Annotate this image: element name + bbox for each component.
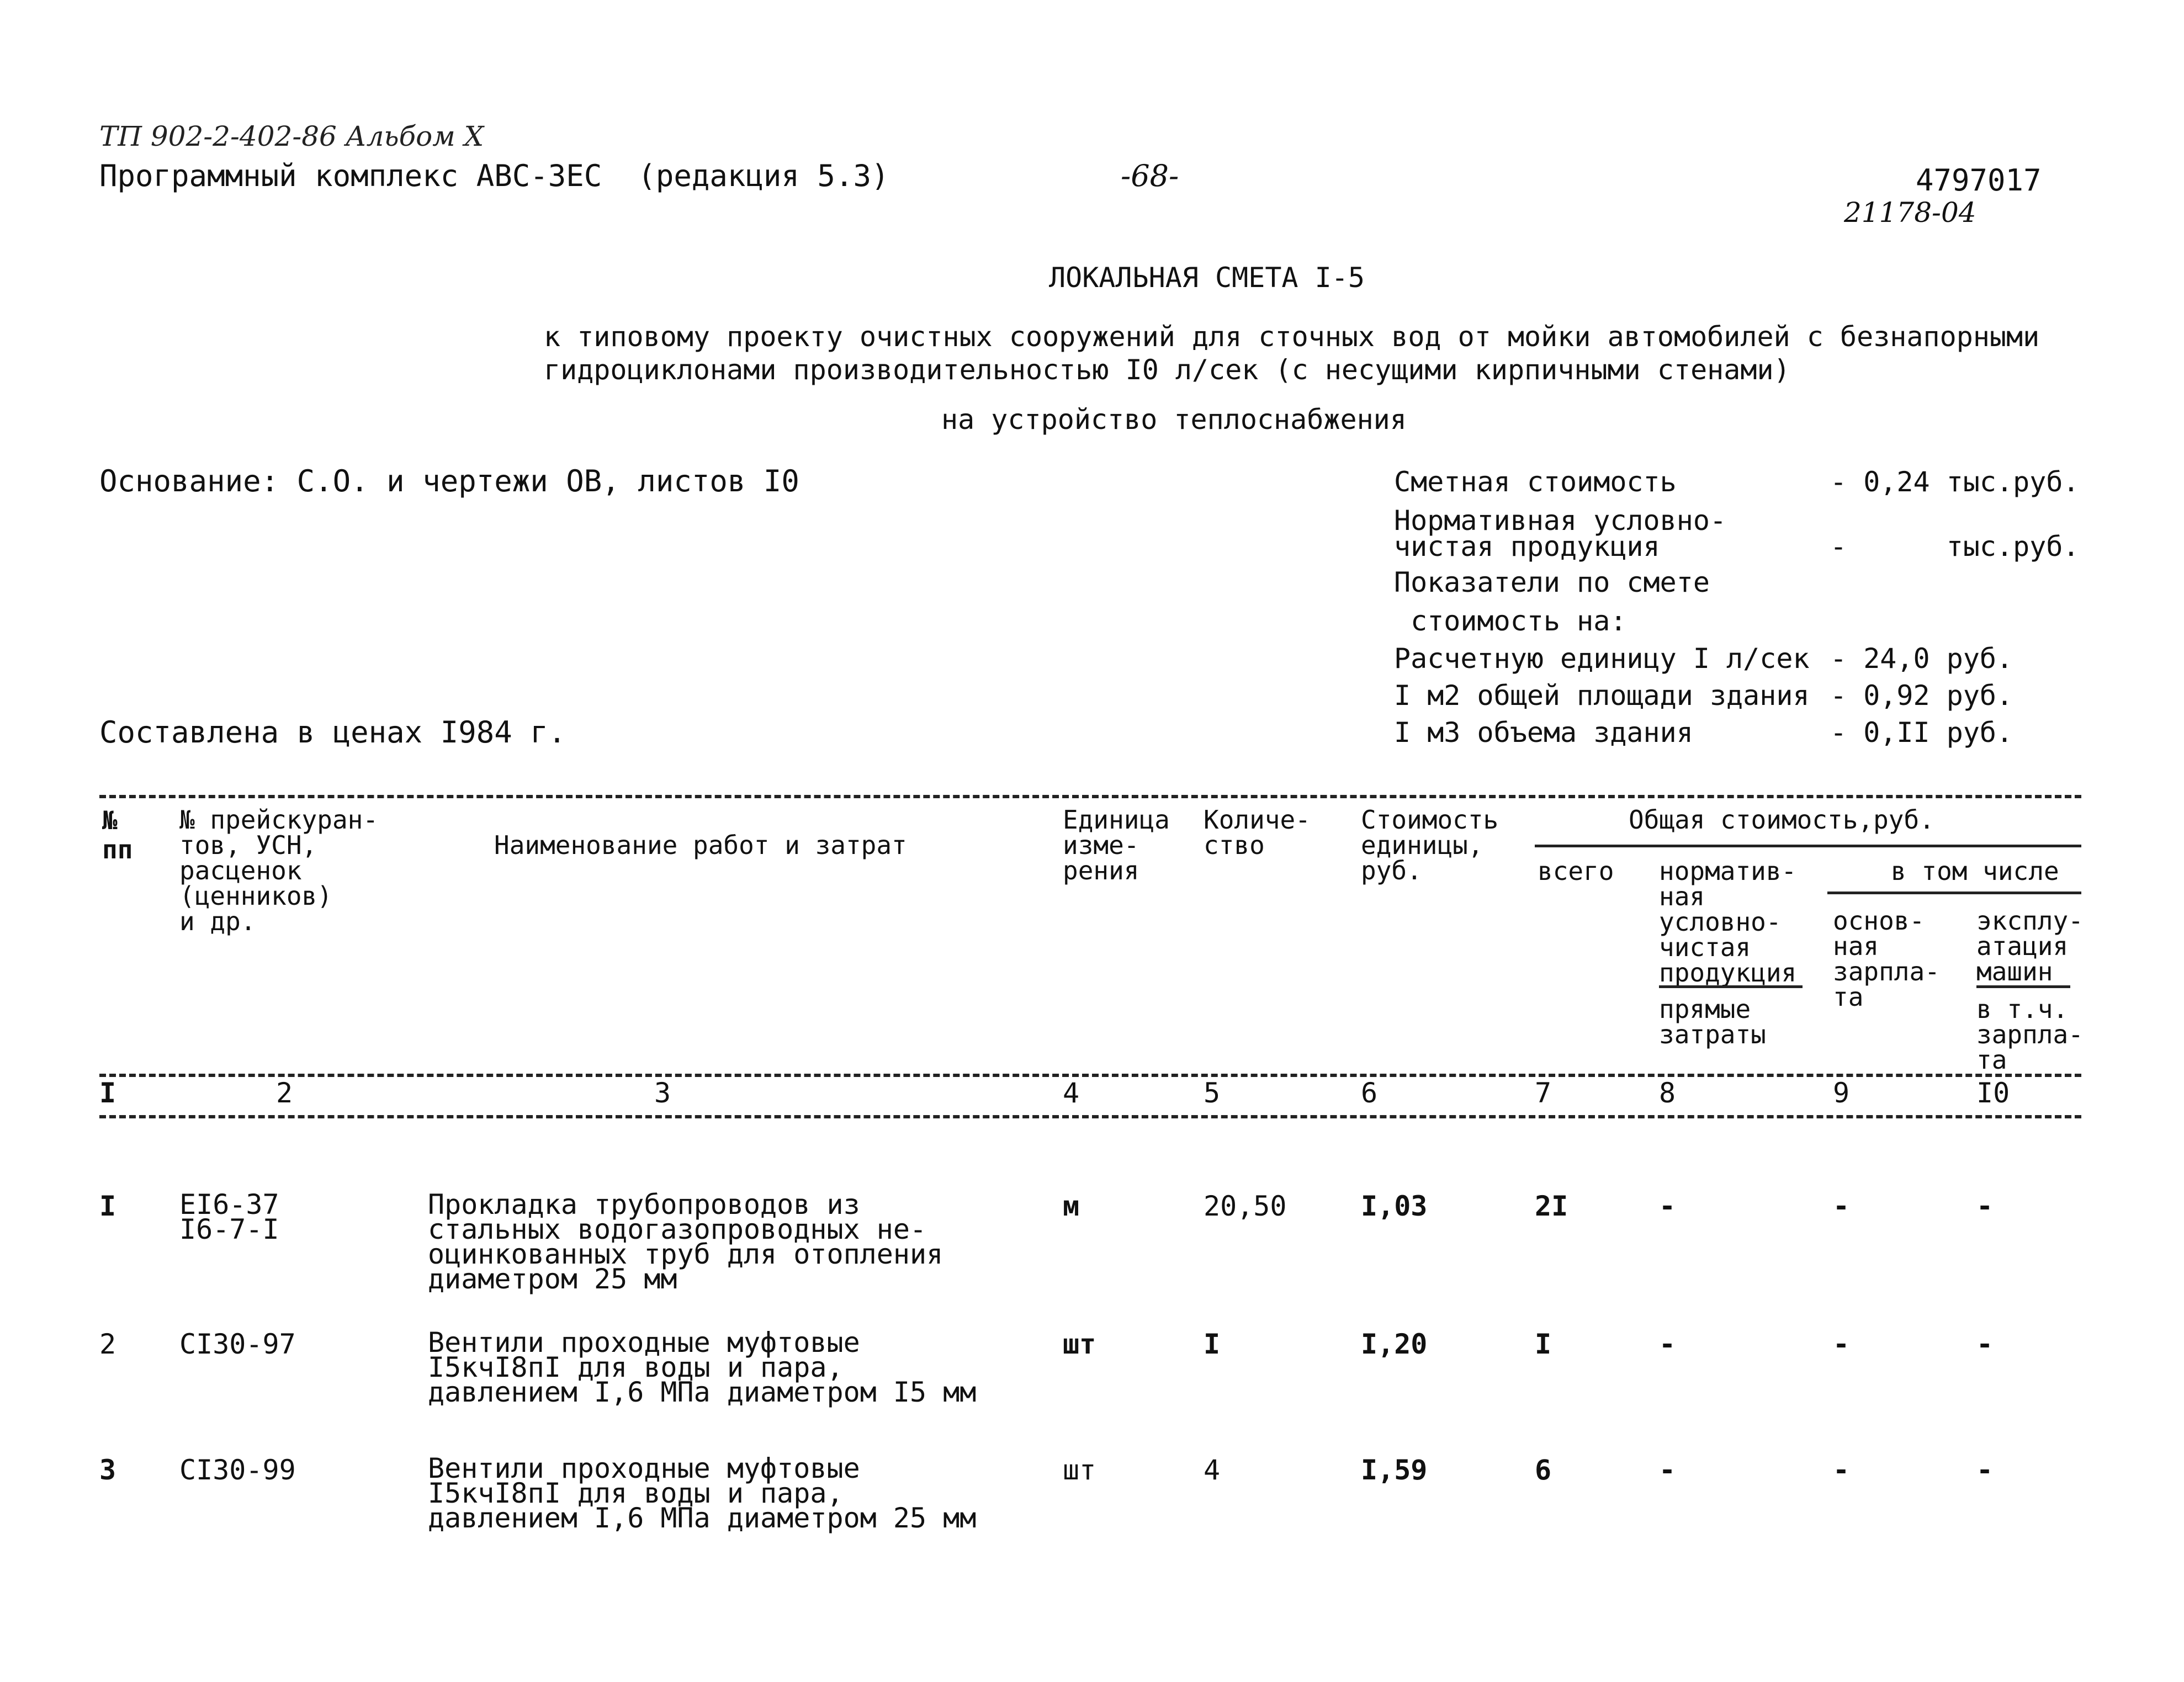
row-normative: - [1659, 1454, 1676, 1486]
summary-value: - 0,92 руб. [1830, 680, 2013, 712]
summary-label: I м3 объема здания [1394, 717, 1693, 749]
summary-label: Расчетную единицу I л/сек [1394, 643, 1810, 675]
column-number: 6 [1361, 1077, 1378, 1109]
row-description: Вентили проходные муфтовые I5кчI8пI для воды и пара, давлением I,6 МПа диаметром 25 мм [428, 1452, 977, 1534]
page-number: -68- [1121, 158, 1179, 193]
row-unit-cost: I,03 [1361, 1190, 1428, 1222]
row-normative: - [1659, 1190, 1676, 1222]
table-top-rule [99, 795, 2081, 798]
row-salary: - [1833, 1190, 1850, 1222]
handwritten-code: 21178-04 [1844, 197, 1976, 229]
header-direct-costs: прямые затраты [1659, 994, 1766, 1049]
header-name: Наименование работ и затрат [494, 830, 907, 860]
row-code: EI6-37 I6-7-I [179, 1188, 279, 1245]
row-description: Прокладка трубопроводов из стальных водогазопроводных не- оцинкованных труб для отопления диаметром 25 мм [428, 1188, 943, 1295]
header-unit: Единица изме- рения [1063, 805, 1170, 885]
summary-label: Сметная стоимость [1394, 466, 1677, 498]
row-code: CI30-99 [179, 1454, 296, 1486]
header-including: в том числе [1891, 856, 2059, 886]
column-number: 5 [1204, 1077, 1221, 1109]
summary-value: - 24,0 руб. [1830, 643, 2013, 675]
column-number: 4 [1063, 1077, 1080, 1109]
row-number: 2 [99, 1328, 116, 1360]
row-total: I [1535, 1328, 1552, 1360]
header-total-group: Общая стоимость,руб. [1629, 805, 1934, 835]
summary-label: Показатели по смете [1394, 566, 1710, 598]
column-number: 2 [276, 1077, 293, 1109]
row-unit: шт [1063, 1328, 1096, 1360]
column-number: 3 [654, 1077, 671, 1109]
column-number: I [99, 1077, 116, 1109]
program-name: Программный комплекс АВС-ЗЕС (редакция 5.3) [99, 158, 889, 193]
row-salary: - [1833, 1328, 1850, 1360]
row-machines: - [1976, 1328, 1994, 1360]
row-total: 6 [1535, 1454, 1552, 1486]
estimate-title: ЛОКАЛЬНАЯ СМЕТА I-5 [1049, 262, 1365, 294]
row-machines: - [1976, 1454, 1994, 1486]
column-number: I0 [1976, 1077, 2010, 1109]
row-unit: шт [1063, 1454, 1096, 1486]
row-salary: - [1833, 1454, 1850, 1486]
header-normative: норматив- ная условно- чистая продукция [1659, 856, 1797, 988]
header-group-rule [1535, 845, 2081, 847]
header-machines-underline [1976, 985, 2070, 988]
row-total: 2I [1535, 1190, 1568, 1222]
header-machines-salary: в т.ч. зарпла- та [1976, 994, 2084, 1075]
summary-value: - 0,24 тыс.руб. [1830, 466, 2080, 498]
row-code: CI30-97 [179, 1328, 296, 1360]
column-number: 8 [1659, 1077, 1676, 1109]
row-description: Вентили проходные муфтовые I5кчI8пI для воды и пара, давлением I,6 МПа диаметром I5 мм [428, 1327, 977, 1408]
column-number: 9 [1833, 1077, 1850, 1109]
row-quantity: 4 [1204, 1454, 1221, 1486]
column-numbers-bottom-rule [99, 1115, 2081, 1118]
row-quantity: I [1204, 1328, 1221, 1360]
row-machines: - [1976, 1190, 1994, 1222]
header-quantity: Количе- ство [1204, 805, 1311, 860]
header-normative-underline [1659, 985, 1803, 988]
header-total: всего [1538, 856, 1614, 886]
row-number: I [99, 1190, 116, 1222]
row-quantity: 20,50 [1204, 1190, 1287, 1222]
row-unit-cost: I,59 [1361, 1454, 1428, 1486]
summary-value: - тыс.руб. [1830, 530, 2080, 563]
prices-year-text: Составлена в ценах I984 г. [99, 715, 566, 750]
summary-label: стоимость на: [1394, 605, 1627, 637]
summary-label: Нормативная условно- [1394, 505, 1727, 537]
header-unit-cost: Стоимость единицы, руб. [1361, 805, 1499, 885]
header-code: № прейскуран- тов, УСН, расценок (ценников) и др. [179, 805, 379, 936]
row-normative: - [1659, 1328, 1676, 1360]
column-numbers-top-rule [99, 1074, 2081, 1077]
document-number: 4797017 [1916, 163, 2042, 198]
summary-label: чистая продукция [1394, 530, 1660, 563]
handwritten-reference: ТП 902-2-402-86 Альбом X [99, 120, 484, 152]
subtitle-line-2: гидроциклонами производительностью I0 л/сек (с несущими кирпичными стенами) [544, 354, 1790, 386]
summary-value: - 0,II руб. [1830, 717, 2013, 749]
header-num: № пп [102, 805, 133, 864]
subtitle-line-1: к типовому проекту очистных сооружений для сточных вод от мойки автомобилей с безнапорными [544, 321, 2040, 353]
summary-label: I м2 общей площади здания [1394, 680, 1810, 712]
row-number: 3 [99, 1454, 116, 1486]
basis-text: Основание: С.О. и чертежи ОВ, листов I0 [99, 464, 799, 498]
row-unit: м [1063, 1190, 1080, 1222]
column-number: 7 [1535, 1077, 1552, 1109]
header-salary: основ- ная зарпла- та [1833, 906, 1940, 1012]
header-machines: эксплу- атация машин [1976, 906, 2084, 986]
header-including-rule [1827, 892, 2081, 894]
row-unit-cost: I,20 [1361, 1328, 1428, 1360]
estimate-purpose: на устройство теплоснабжения [941, 404, 1407, 436]
